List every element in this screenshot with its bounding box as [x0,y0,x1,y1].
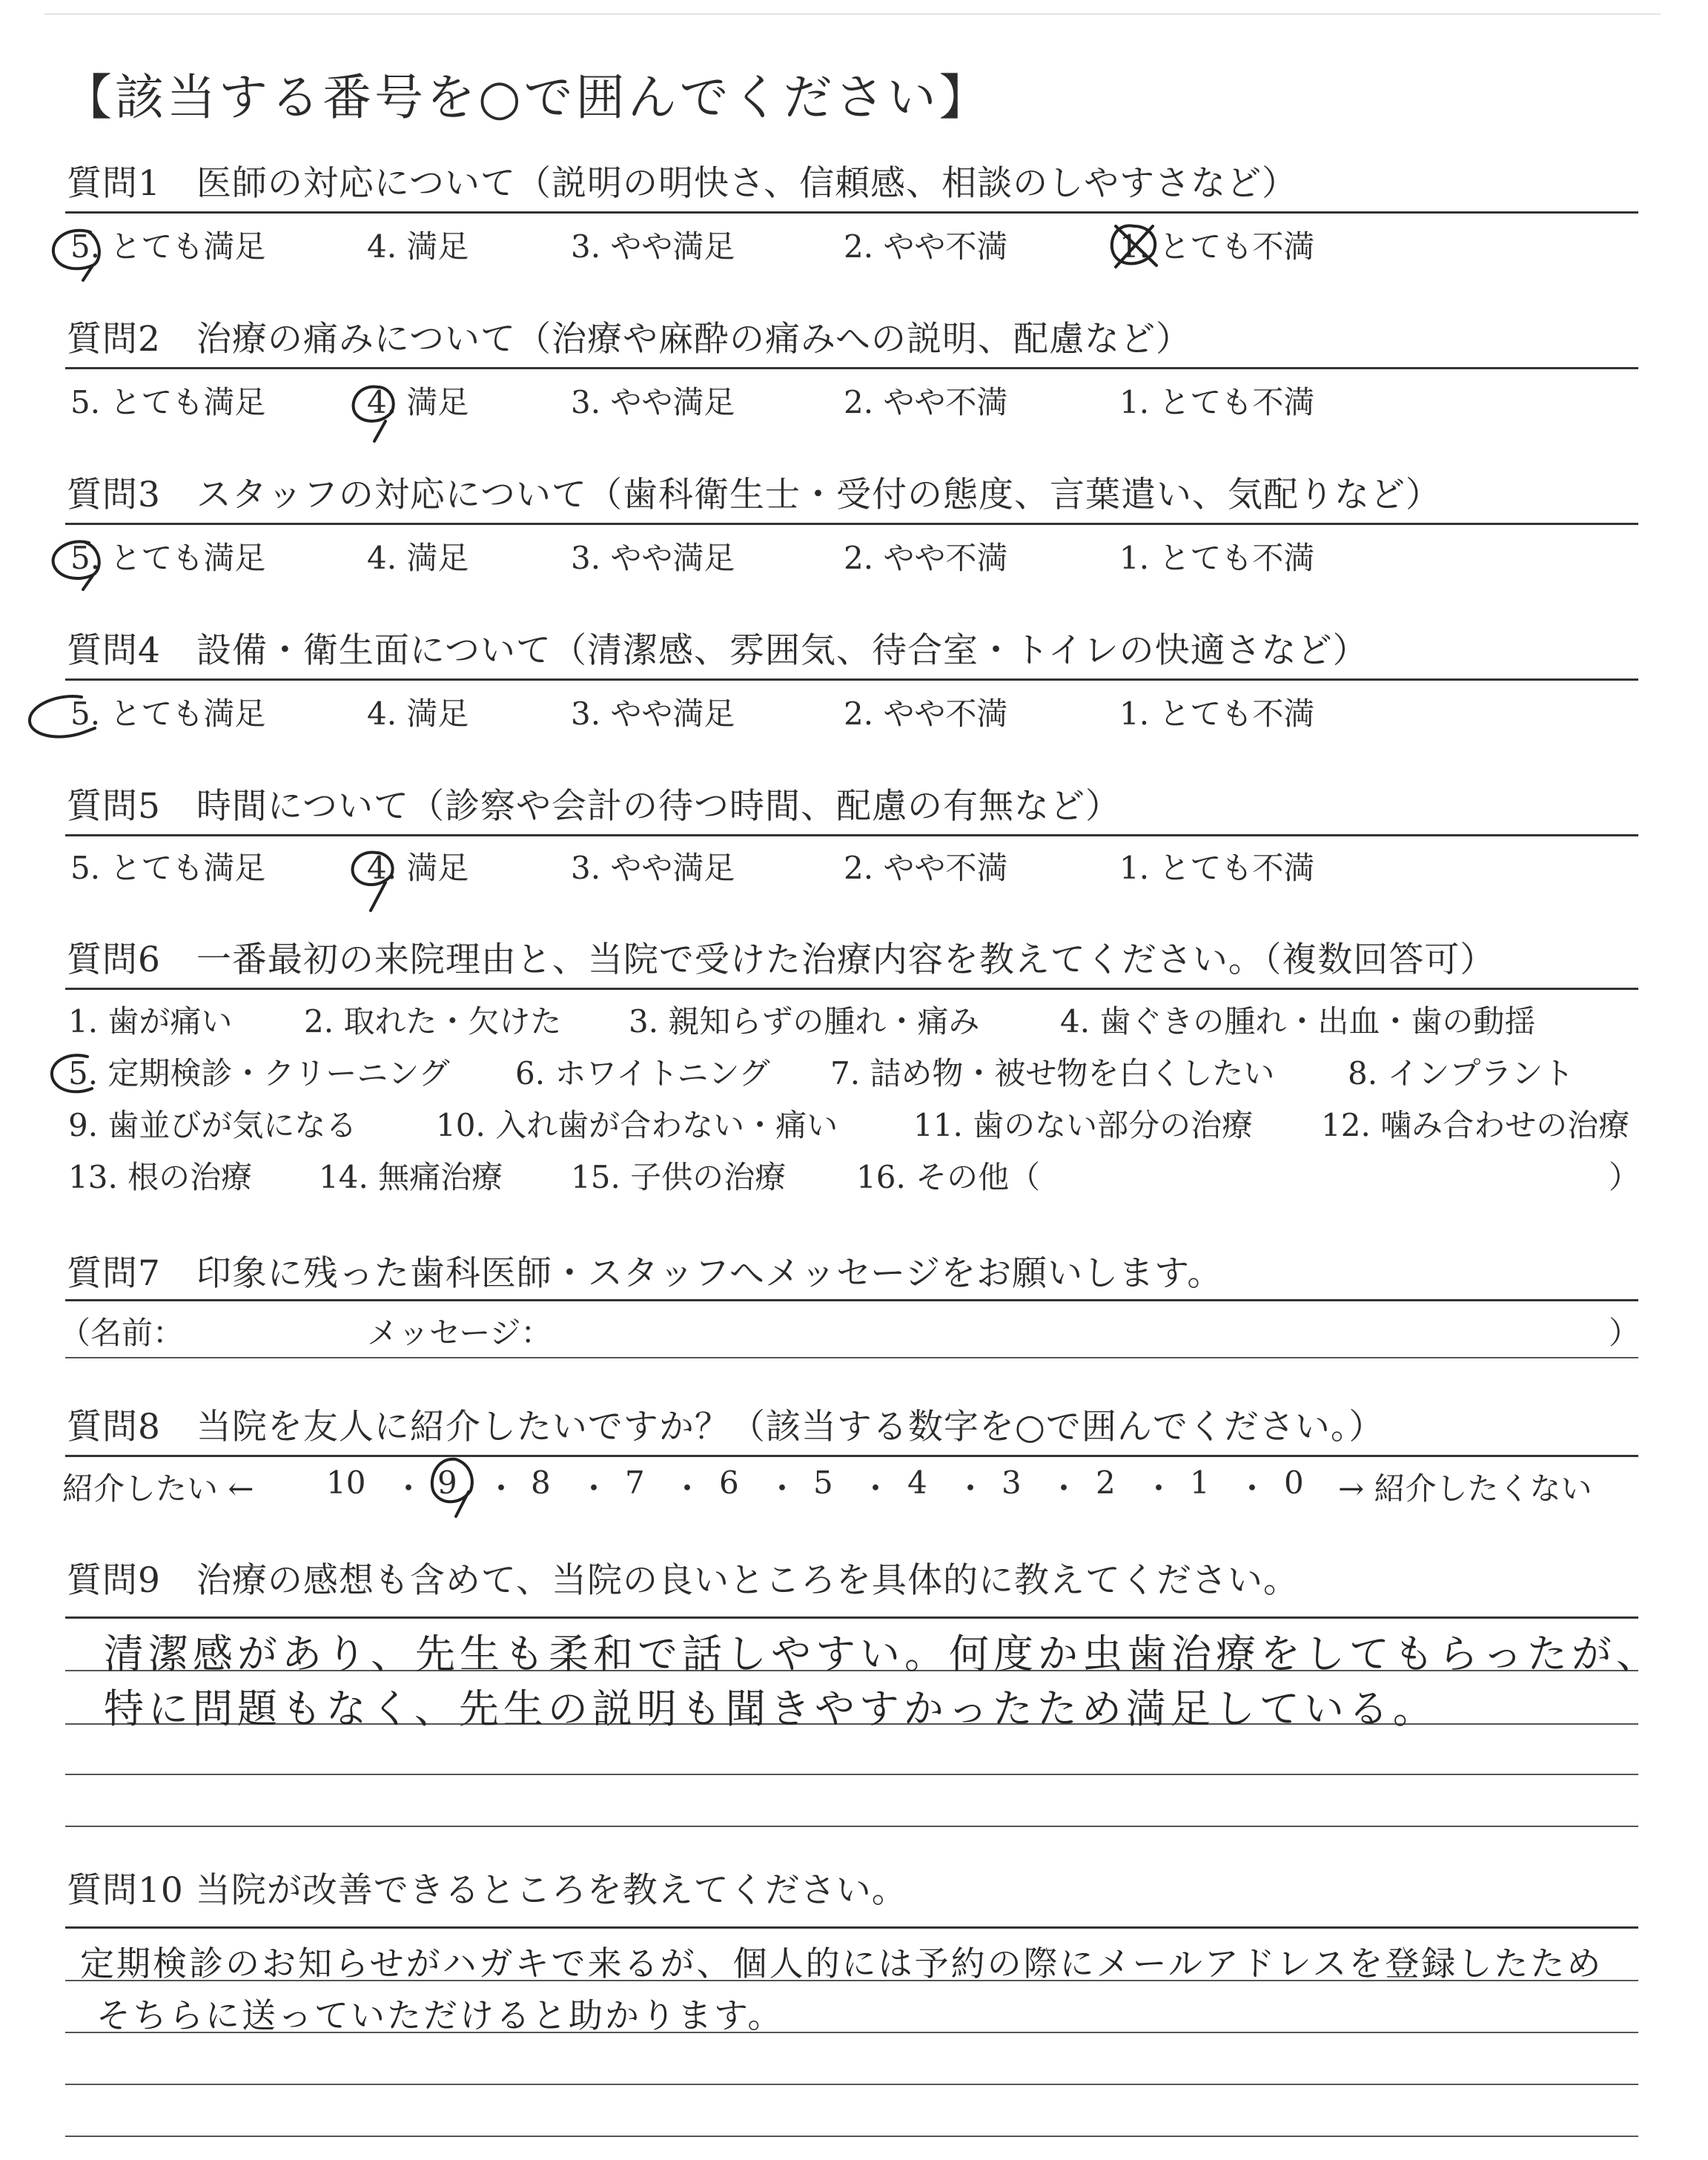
q5-option-1[interactable]: 1. とても不満 [1119,850,1315,886]
q6-item-5[interactable]: 5. 定期検診・クリーニング [68,1055,450,1091]
q6-item-7[interactable]: 7. 詰め物・被せ物を白くしたい [830,1055,1275,1091]
q6-item-11[interactable]: 11. 歯のない部分の治療 [913,1107,1254,1143]
q3-option-3[interactable]: 3. やや満足 [571,540,735,576]
q10-line-1 [65,1926,1638,1929]
q10-answer-line-1: 定期検診のお知らせがハガキで来るが、個人的には予約の際にメールアドレスを登録したため [80,1943,1603,1984]
q8-dot: ・ [1237,1470,1268,1507]
q8-scale-5[interactable]: 5 [813,1464,833,1501]
q2-option-4[interactable]: 4. 満足 [367,384,469,420]
q1-option-5[interactable]: 5. とても満足 [70,228,266,265]
q7-close-paren: ） [1609,1315,1641,1351]
question-8-title: 質問8 当院を友人に紹介したいですか？（該当する数字を○で囲んでください。） [67,1407,1385,1447]
q1-option-1[interactable]: 1. とても不満 [1119,228,1315,265]
q6-item-10[interactable]: 10. 入れ歯が合わない・痛い [436,1107,838,1143]
q8-scale-6[interactable]: 6 [719,1464,739,1501]
question-3-title: 質問3 スタッフの対応について（歯科衛生士・受付の態度、言葉遣い、気配りなど） [67,475,1441,515]
q6-item-2[interactable]: 2. 取れた・欠けた [304,1003,562,1040]
q10-line-5 [65,2136,1638,2137]
q3-option-4[interactable]: 4. 満足 [367,540,469,576]
q1-option-4[interactable]: 4. 満足 [367,228,469,265]
q10-line-4 [65,2084,1638,2085]
q4-option-1[interactable]: 1. とても不満 [1119,696,1315,732]
question-4-rule [65,678,1638,681]
q8-scale-0[interactable]: 0 [1284,1464,1304,1501]
question-5-title: 質問5 時間について（診察や会計の待つ時間、配慮の有無など） [67,786,1121,827]
q1-option-3[interactable]: 3. やや満足 [571,228,735,265]
q6-item-12[interactable]: 12. 噛み合わせの治療 [1321,1107,1630,1143]
q10-answer-line-2: そちらに送っていただけると助かります。 [96,1995,784,2035]
q3-option-2[interactable]: 2. やや不満 [844,540,1008,576]
q9-line-5 [65,1826,1638,1827]
q8-dot: ・ [1143,1470,1175,1507]
q7-message-label: メッセージ： [367,1315,552,1351]
q8-dot: ・ [860,1470,892,1507]
q9-answer-line-1: 清潔感があり、先生も柔和で話しやすい。何度か虫歯治療をしてもらったが、 [104,1631,1661,1677]
q6-item-6[interactable]: 6. ホワイトニング [515,1055,770,1091]
q5-option-2[interactable]: 2. やや不満 [844,850,1008,886]
q6-item-9[interactable]: 9. 歯並びが気になる [68,1107,357,1143]
q2-option-3[interactable]: 3. やや満足 [571,384,735,420]
question-7-title: 質問7 印象に残った歯科医師・スタッフへメッセージをお願いします。 [67,1253,1223,1294]
q6-item-15[interactable]: 15. 子供の治療 [571,1159,787,1195]
q8-scale-8[interactable]: 8 [531,1464,551,1501]
q8-scale-3[interactable]: 3 [1002,1464,1022,1501]
q8-left-label: 紹介したい ← [62,1470,254,1507]
q9-answer-line-2: 特に問題もなく、先生の説明も聞きやすかったため満足している。 [104,1685,1437,1732]
q8-dot: ・ [486,1470,517,1507]
q6-item-3[interactable]: 3. 親知らずの腫れ・痛み [629,1003,980,1040]
question-2-title: 質問2 治療の痛みについて（治療や麻酔の痛みへの説明、配慮など） [67,319,1192,360]
q2-option-2[interactable]: 2. やや不満 [844,384,1008,420]
q5-option-4[interactable]: 4. 満足 [367,850,469,886]
q9-line-1 [65,1616,1638,1619]
q6-item-8[interactable]: 8. インプラント [1348,1055,1575,1091]
q8-scale-10[interactable]: 10 [326,1464,366,1501]
q8-dot: ・ [955,1470,987,1507]
q6-item-1[interactable]: 1. 歯が痛い [68,1003,233,1040]
q4-option-5[interactable]: 5. とても満足 [70,696,266,732]
q6-item-13[interactable]: 13. 根の治療 [68,1159,253,1195]
question-6-rule [65,988,1638,990]
q8-dot: ・ [393,1470,425,1507]
question-2-rule [65,367,1638,369]
q3-option-5[interactable]: 5. とても満足 [70,540,266,576]
q6-item-4[interactable]: 4. 歯ぐきの腫れ・出血・歯の動揺 [1060,1003,1536,1040]
page-title: 【該当する番号を○で囲んでください】 [63,69,991,126]
q5-option-5[interactable]: 5. とても満足 [70,850,266,886]
question-4-title: 質問4 設備・衛生面について（清潔感、雰囲気、待合室・トイレの快適さなど） [67,630,1368,671]
top-border [44,13,1661,15]
question-10-title: 質問10 当院が改善できるところを教えてください。 [67,1870,907,1911]
question-3-rule [65,523,1638,525]
question-1-title: 質問1 医師の対応について（説明の明快さ、信頼感、相談のしやすさなど） [67,163,1298,204]
q7-answer-rule [65,1357,1638,1358]
q8-dot: ・ [767,1470,798,1507]
q4-option-3[interactable]: 3. やや満足 [571,696,735,732]
q8-scale-4[interactable]: 4 [907,1464,927,1501]
question-9-title: 質問9 治療の感想も含めて、当院の良いところを具体的に教えてください。 [67,1560,1299,1601]
q9-line-4 [65,1774,1638,1775]
q8-right-label: → 紹介したくない [1338,1470,1592,1507]
q4-option-4[interactable]: 4. 満足 [367,696,469,732]
q8-dot: ・ [1048,1470,1080,1507]
question-6-title: 質問6 一番最初の来院理由と、当院で受けた治療内容を教えてください。（複数回答可） [67,939,1496,980]
question-1-rule [65,211,1638,214]
q3-option-1[interactable]: 1. とても不満 [1119,540,1315,576]
q8-scale-9[interactable]: 9 [437,1464,457,1501]
q2-option-1[interactable]: 1. とても不満 [1119,384,1315,420]
q6-close-paren: ） [1609,1159,1641,1195]
q7-name-label: （名前： [59,1315,185,1351]
q8-scale-1[interactable]: 1 [1190,1464,1210,1501]
q8-scale-7[interactable]: 7 [625,1464,645,1501]
q4-option-2[interactable]: 2. やや不満 [844,696,1008,732]
q8-dot: ・ [578,1470,610,1507]
q6-item-16[interactable]: 16. その他（ [856,1159,1041,1195]
question-7-rule [65,1299,1638,1301]
q5-option-3[interactable]: 3. やや満足 [571,850,735,886]
q1-option-2[interactable]: 2. やや不満 [844,228,1008,265]
q8-dot: ・ [672,1470,704,1507]
question-5-rule [65,834,1638,836]
q2-option-5[interactable]: 5. とても満足 [70,384,266,420]
q8-scale-2[interactable]: 2 [1096,1464,1116,1501]
q6-item-14[interactable]: 14. 無痛治療 [319,1159,503,1195]
question-8-rule [65,1455,1638,1457]
